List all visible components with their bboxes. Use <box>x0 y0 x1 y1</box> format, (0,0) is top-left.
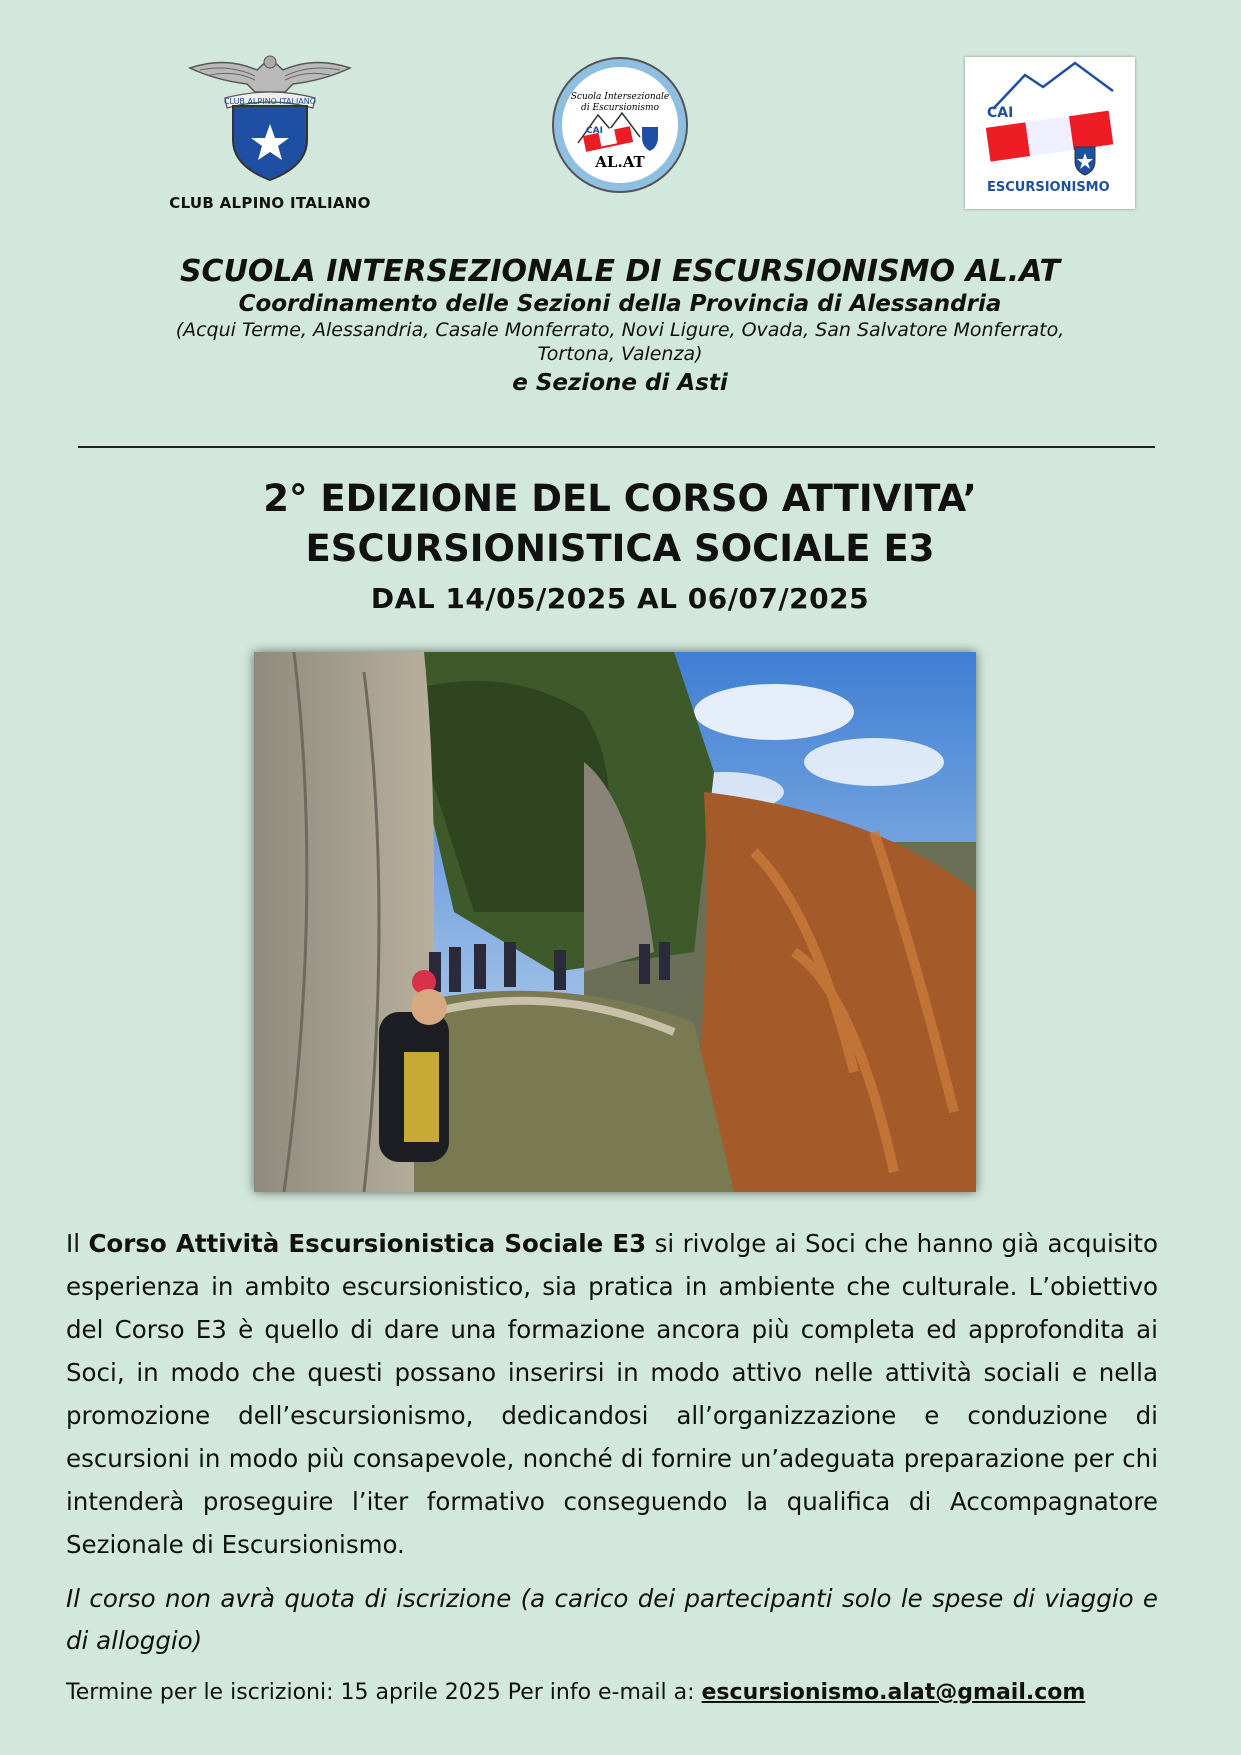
school-subtitle: Coordinamento delle Sezioni della Provincia di Alessandria <box>238 291 1002 317</box>
email-link[interactable]: escursionismo.alat@gmail.com <box>701 1680 1086 1705</box>
footer <box>66 1680 1166 1705</box>
course-title-line2: ESCURSIONISTICA SOCIALE E3 <box>305 527 935 570</box>
escursionismo-flag-icon <box>965 57 1135 209</box>
course-description <box>66 1222 1158 1566</box>
course-title-line1: 2° EDIZIONE DEL CORSO ATTIVITA’ <box>263 477 977 520</box>
sections-list-line2: Tortona, Valenza) <box>537 343 703 365</box>
cai-eagle-shield-icon <box>185 48 355 188</box>
svg-text:AL.AT: AL.AT <box>595 153 645 171</box>
alat-badge-icon <box>550 55 690 195</box>
alat-logo <box>550 55 690 195</box>
svg-text:Scuola Intersezionale: Scuola Intersezionale <box>570 92 670 102</box>
school-heading <box>70 254 1170 400</box>
svg-text:di Escursionismo: di Escursionismo <box>581 103 659 113</box>
hiking-photo <box>254 652 976 1192</box>
svg-text:CLUB ALPINO ITALIANO: CLUB ALPINO ITALIANO <box>223 97 317 106</box>
registration-deadline: Termine per le iscrizioni: 15 aprile 2025 Per info e-mail a: <box>66 1680 702 1705</box>
cai-logo <box>150 48 390 212</box>
divider <box>78 446 1155 448</box>
course-dates: DAL 14/05/2025 AL 06/07/2025 <box>370 582 870 615</box>
fee-note: Il corso non avrà quota di iscrizione (a carico dei partecipanti solo le spese di viaggio e di alloggio) <box>66 1584 1158 1655</box>
course-title <box>70 474 1170 574</box>
asti-section: e Sezione di Asti <box>512 370 728 396</box>
svg-text:ESCURSIONISMO: ESCURSIONISMO <box>987 180 1110 195</box>
svg-text:CAI: CAI <box>586 126 603 136</box>
hikers-cliff-photo-icon <box>254 652 976 1192</box>
cai-escursionismo-logo <box>965 57 1135 209</box>
sections-list-line1: (Acqui Terme, Alessandria, Casale Monferrato, Novi Ligure, Ovada, San Salvatore Monferrato, <box>175 319 1065 341</box>
intro-prefix: Il <box>66 1229 89 1258</box>
cai-caption: CLUB ALPINO ITALIANO <box>169 194 371 212</box>
school-title: SCUOLA INTERSEZIONALE DI ESCURSIONISMO AL.AT <box>179 254 1061 289</box>
course-name: Corso Attività Escursionistica Sociale E3 <box>88 1229 647 1258</box>
intro-rest: si rivolge ai Soci che hanno già acquisito esperienza in ambito escursionistico, sia pratica in ambiente che culturale. L’obiettivo del Corso E3 è quello di dare una formazione ancora più completa ed approfondita ai Soci, in modo che questi possano inserirsi in modo attivo nelle attività sociali e nella promozione dell’escursionismo, dedicandosi all’organizzazione e conduzione di escursioni in modo più consapevole, nonché di fornire un’adeguata preparazione per chi intenderà proseguire l’iter formativo conseguendo la qualifica di Accompagnatore Sezionale di Escursionismo. <box>66 1229 1158 1559</box>
svg-text:CAI: CAI <box>987 105 1014 121</box>
